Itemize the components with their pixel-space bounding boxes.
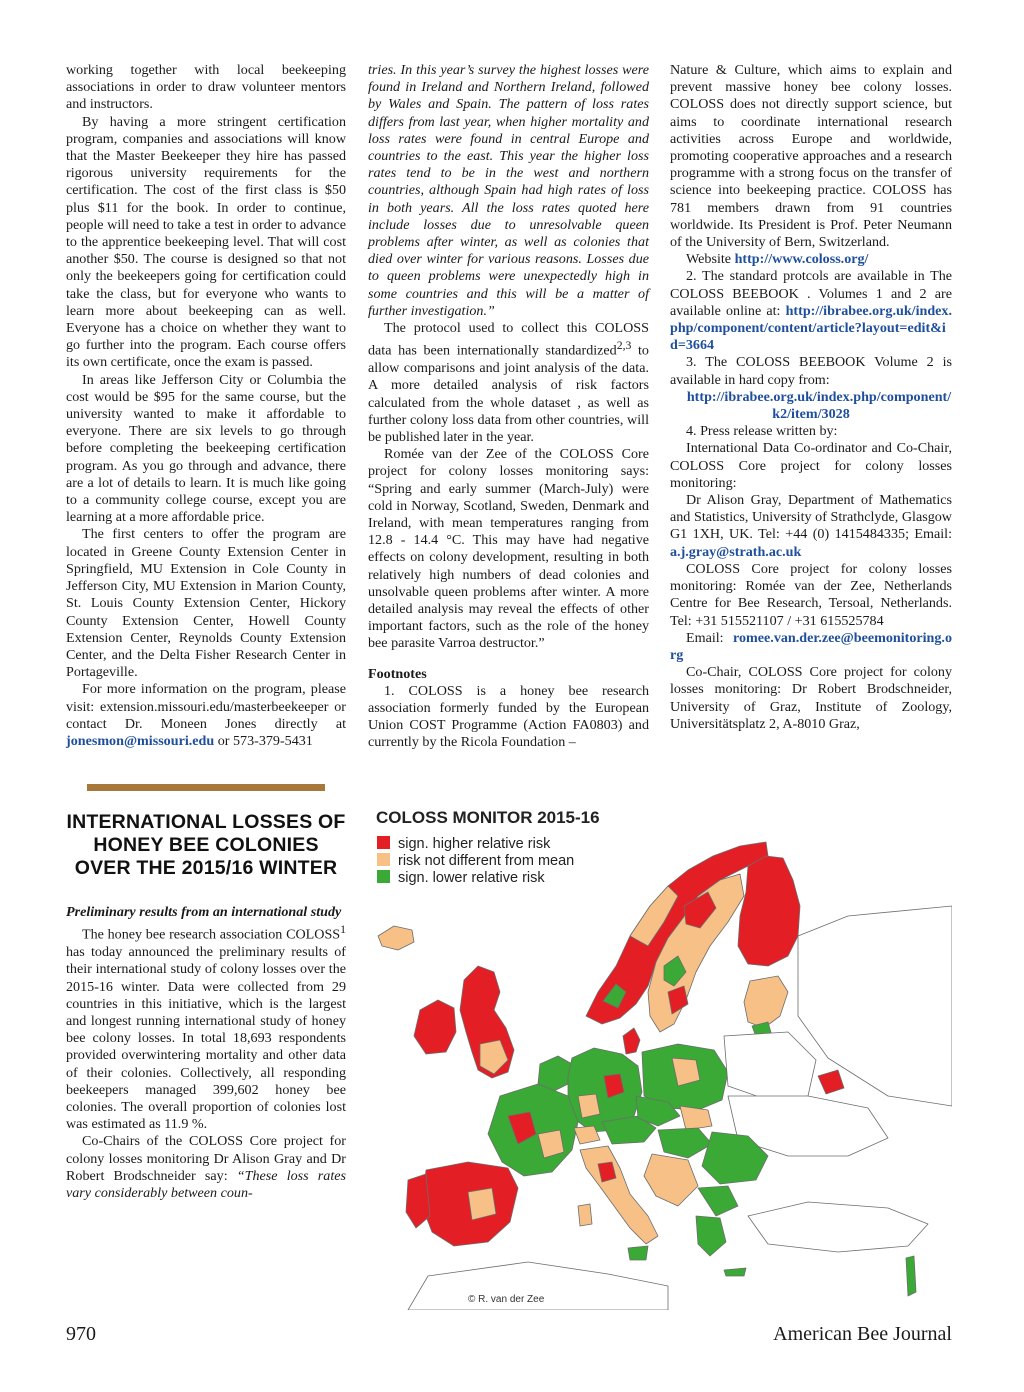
url-line: [670, 389, 952, 423]
legend-label-lower: sign. lower relative risk: [398, 870, 545, 886]
text: Dr Alison Gray, Department of Mathematics and Statistics, University of Strathclyde, Glasgow G1 1XH, UK. Tel: +44 (0) 1415484335; Email:: [670, 492, 952, 543]
paragraph: Nature & Culture, which aims to explain and prevent massive honey bee colony losses. COLOSS does not directly support science, but aims to coordinate international research activities across Europe and worldwide, promoting cooperative approaches and a research programme with a strong focus on the transfer of science into beekeeping practice. COLOSS has 781 members drawn from 91 countries worldwide. Its President is Prof. Peter Neumann of the University of Bern, Switzerland.: [670, 62, 952, 251]
text: For more information on the program, please visit: extension.missouri.edu/masterbeekeeper or contact Dr. Moneen Jones directly at: [66, 681, 346, 732]
europe-risk-map: [368, 796, 952, 1310]
paragraph: working together with local beekeeping associations in order to draw volunteer mentors and instructors.: [66, 62, 346, 113]
column-1: [66, 62, 346, 1202]
footnote-ref: 2,3: [616, 339, 632, 353]
legend-swatch-lower: [377, 870, 390, 883]
paragraph: [368, 320, 649, 446]
region-spain-center: [468, 1188, 496, 1220]
quote-paragraph: tries. In this year’s survey the highest losses were found in Ireland and Northern Ireland, followed by Wales and Spain. The pattern of loss rates differs from last year, when higher mortality and loss rates were found in central Europe and countries to the east. This year the higher loss rates tend to be in the west and northern countries, although Spain had high rates of loss in both years. All the loss rates quoted here include losses due to unresolvable queen problems after winter, as well as colonies that died over winter for various reasons. Losses due to queen problems were unexpectedly high in some countries and this will be a matter of further investigation.”: [368, 62, 649, 319]
contact: International Data Co-ordinator and Co-Chair, COLOSS Core project for colony losses monitoring:: [670, 440, 952, 491]
region-sardinia: [578, 1204, 592, 1226]
footnote-ref: 1: [340, 923, 346, 937]
footnote: 3. The COLOSS BEEBOOK Volume 2 is available in hard copy from:: [670, 354, 952, 388]
paragraph: In areas like Jefferson City or Columbia the cost would be $95 for the same course, but the university wanted to make it affordable to everyone. There are six levels to go through before completing the beekeeping certification program. As you go through and advance, there are a lot of details to learn. It is much like going to a community college course, except you are learning at a more affordable price.: [66, 371, 346, 526]
legend-label-higher: sign. higher relative risk: [398, 836, 551, 852]
text: 2. The standard protcols are available in The COLOSS BEEBOOK . Volumes 1 and 2 are available online at:: [670, 268, 952, 319]
text: or 573-379-5431: [214, 732, 313, 749]
contact: COLOSS Core project for colony losses monitoring: Romée van der Zee, Netherlands Centre for Bee Research, Tersoal, Netherlands. Tel: +31 515521107 / +31 615525784: [670, 560, 952, 629]
column-3: [670, 62, 952, 733]
paragraph: The first centers to offer the program are located in Greene County Extension Center in Springfield, MU Extension in Cole County in Jefferson City, MU Extension in Marion County, St. Louis County Extension Center, Hickory County Extension Center, Howell County Extension Center, Reynolds County Extension Center, and the Delta Fisher Research Center in Portageville.: [66, 526, 346, 681]
url-link[interactable]: http://ibrabee.org.uk/index.php/component/k2/item/3028: [686, 388, 952, 423]
url-link[interactable]: http://ibrabee.org.uk/index.php/component/content/article?layout=edit&id=3664: [670, 302, 952, 354]
email-link[interactable]: romee.van.der.zee@beemonitoring.org: [670, 629, 952, 663]
text: to allow comparisons and joint analysis of the data. A more detailed analysis of risk factors calculated from the whole dataset , as well as further colony loss data from other countries, will be published later in the year.: [368, 342, 649, 445]
coloss-map-figure: [368, 796, 952, 1310]
text: Website: [686, 251, 735, 268]
article-headline: INTERNATIONAL LOSSES OF HONEY BEE COLONIES OVER THE 2015/16 WINTER: [66, 811, 346, 880]
paragraph: [66, 921, 346, 1133]
article-subhead: Preliminary results from an international study: [66, 904, 342, 921]
text: The protocol used to collect this COLOSS data has been internationally standardized: [368, 320, 649, 359]
footnote: 1. COLOSS is a honey bee research association formerly funded by the European Union COST Programme (Action FA0803) and currently by the Ricola Foundation –: [368, 682, 649, 751]
website-link[interactable]: http://www.coloss.org/: [734, 251, 869, 268]
contact: [670, 492, 952, 561]
quote-text: “These loss rates vary considerably between coun-: [66, 1167, 346, 1202]
legend-swatch-not-different: [377, 853, 390, 866]
paragraph: [66, 681, 346, 750]
paragraph: Romée van der Zee of the COLOSS Core project for colony losses monitoring says: “Spring and early summer (March-July) were cold in Norway, Scotland, Sweden, Denmark and Ireland, with mean temperatures ranging from 12.8 - 14.4 °C. This may have had negative effects on colony development, resulting in both relatively high numbers of dead colonies and unsolvable queen problems after winter. A more detailed analysis may reveal the effects of other important factors, such as the role of the honey bee parasite Varroa destructor.”: [368, 446, 649, 652]
footnotes-heading: Footnotes: [368, 665, 427, 682]
region-germany-sw: [578, 1094, 600, 1118]
email-link[interactable]: jonesmon@missouri.edu: [66, 732, 215, 749]
map-credit: © R. van der Zee: [468, 1294, 545, 1305]
region-sicily: [628, 1246, 648, 1260]
column-2: [368, 62, 649, 752]
map-title: COLOSS MONITOR 2015-16: [376, 808, 600, 827]
text: has today announced the preliminary results of their international study of colony losses over the 2015-16 winter. Data were collected from 29 countries in this initiative, which is the largest and longest running international study of honey bee colony losses. In total 18,693 respondents provided overwintering mortality and other data of their colonies. Collectively, all responding beekeepers managed 399,602 honey bee colonies. The overall proportion of colonies lost was estimated as 11.9 %.: [66, 944, 346, 1133]
region-slovakia: [680, 1106, 712, 1130]
footnote: [670, 268, 952, 354]
page-number: 970: [66, 1323, 96, 1345]
paragraph: By having a more stringent certification program, companies and associations will know that the Master Beekeeper they hire has passed rigorous university requirements for the certification. The cost of the first class is $50 plus $11 for the book. In order to continue, people will need to take a test in order to advance to the apprentice beekeeping level. That will cost another $50. The course is designed so that not only the beekeepers going for certification could take the class, but for everyone who wants to learn more about beekeeping can as well. Everyone has a choice on whether they want to go further into the program. Each course offers its own certificate, once the exam is passed.: [66, 113, 346, 371]
legend-swatch-higher: [377, 836, 390, 849]
paragraph: [66, 1133, 346, 1202]
region-israel: [906, 1256, 916, 1296]
email-link[interactable]: a.j.gray@strath.ac.uk: [670, 543, 802, 560]
text: The honey bee research association COLOSS: [82, 927, 341, 944]
legend-label-not-different: risk not different from mean: [398, 853, 575, 869]
footnote: 4. Press release written by:: [686, 423, 838, 440]
section-divider: [87, 784, 325, 791]
text: Co-Chairs of the COLOSS Core project for colony losses monitoring Dr Alison Gray and Dr Robert Brodschneider say:: [66, 1133, 346, 1184]
contact: Co-Chair, COLOSS Core project for colony losses monitoring: Dr Robert Brodschneider, University of Graz, Institute of Zoology, Universitätsplatz 2, A-8010 Graz,: [670, 664, 952, 732]
journal-name: American Bee Journal: [773, 1323, 952, 1345]
contact: [670, 630, 952, 664]
text: Email:: [686, 629, 733, 646]
website-line: [670, 251, 952, 268]
